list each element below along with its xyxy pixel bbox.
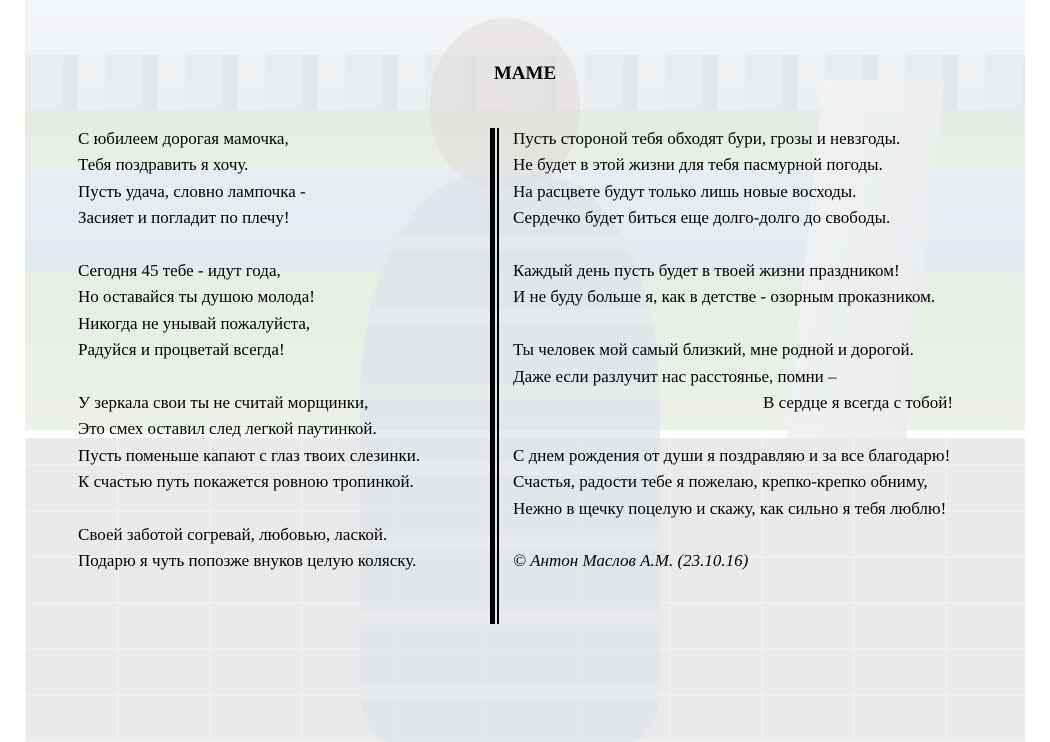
- poem-line: Пусть удача, словно лампочка -: [78, 181, 306, 201]
- divider-thin-line: [497, 128, 499, 624]
- stanza: [513, 126, 1033, 232]
- left-column: [78, 126, 488, 601]
- stanza: [513, 443, 1033, 522]
- poem-line: Радуйся и процветай всегда!: [78, 340, 285, 360]
- right-column: [513, 126, 1033, 575]
- author-signature: © Антон Маслов А.М. (23.10.16): [513, 551, 749, 571]
- poem-line: Сердечко будет биться еще долго-долго до свободы.: [513, 208, 891, 228]
- poem-line: В сердце я всегда с тобой!: [763, 393, 953, 413]
- poem-line: Это смех оставил след легкой паутинкой.: [78, 419, 377, 439]
- poem-line: Счастья, радости тебе я пожелаю, крепко-крепко обниму,: [513, 472, 928, 492]
- poem-line: С днем рождения от души я поздравляю и за все благодарю!: [513, 445, 951, 465]
- poem-line: Пусть поменьше капают с глаз твоих слезинки.: [78, 445, 421, 465]
- poem-line: Подарю я чуть попозже внуков целую коляску.: [78, 551, 417, 571]
- poem-line: Не будет в этой жизни для тебя пасмурной погоды.: [513, 155, 883, 175]
- poem-line: Но оставайся ты душою молода!: [78, 287, 315, 307]
- poem-line: К счастью путь покажется ровною тропинкой.: [78, 472, 414, 492]
- poem-line: На расцвете будут только лишь новые восходы.: [513, 181, 857, 201]
- divider-thick-line: [490, 128, 495, 624]
- poem-line: Пусть стороной тебя обходят бури, грозы и невзгоды.: [513, 129, 901, 148]
- poem-line: У зеркала свои ты не считай морщинки,: [78, 393, 369, 413]
- poem-line: Нежно в щечку поцелую и скажу, как сильно я тебя люблю!: [513, 498, 947, 518]
- poem-line: И не буду больше я, как в детстве - озорным проказником.: [513, 287, 936, 307]
- poem-title: МАМЕ: [493, 63, 557, 84]
- poem-line: Сегодня 45 тебе - идут года,: [78, 261, 281, 281]
- poem-line: Тебя поздравить я хочу.: [78, 155, 249, 175]
- stanza: [513, 258, 1033, 311]
- stanza: [513, 337, 1033, 416]
- poem-line: С юбилеем дорогая мамочка,: [78, 129, 289, 148]
- stanza: [78, 258, 488, 364]
- poem-line: Никогда не унывай пожалуйста,: [78, 313, 311, 333]
- stanza: [78, 522, 488, 575]
- stanza: [78, 390, 488, 496]
- poem-line: Ты человек мой самый близкий, мне родной и дорогой.: [513, 340, 914, 360]
- poem-line: Своей заботой согревай, любовью, лаской.: [78, 525, 388, 545]
- poem-line: Засияет и погладит по плечу!: [78, 208, 290, 228]
- stanza: [78, 126, 488, 232]
- poem-line: Даже если разлучит нас расстоянье, помни –: [513, 366, 837, 386]
- column-divider: [490, 128, 500, 624]
- poem-line: Каждый день пусть будет в твоей жизни праздником!: [513, 261, 900, 281]
